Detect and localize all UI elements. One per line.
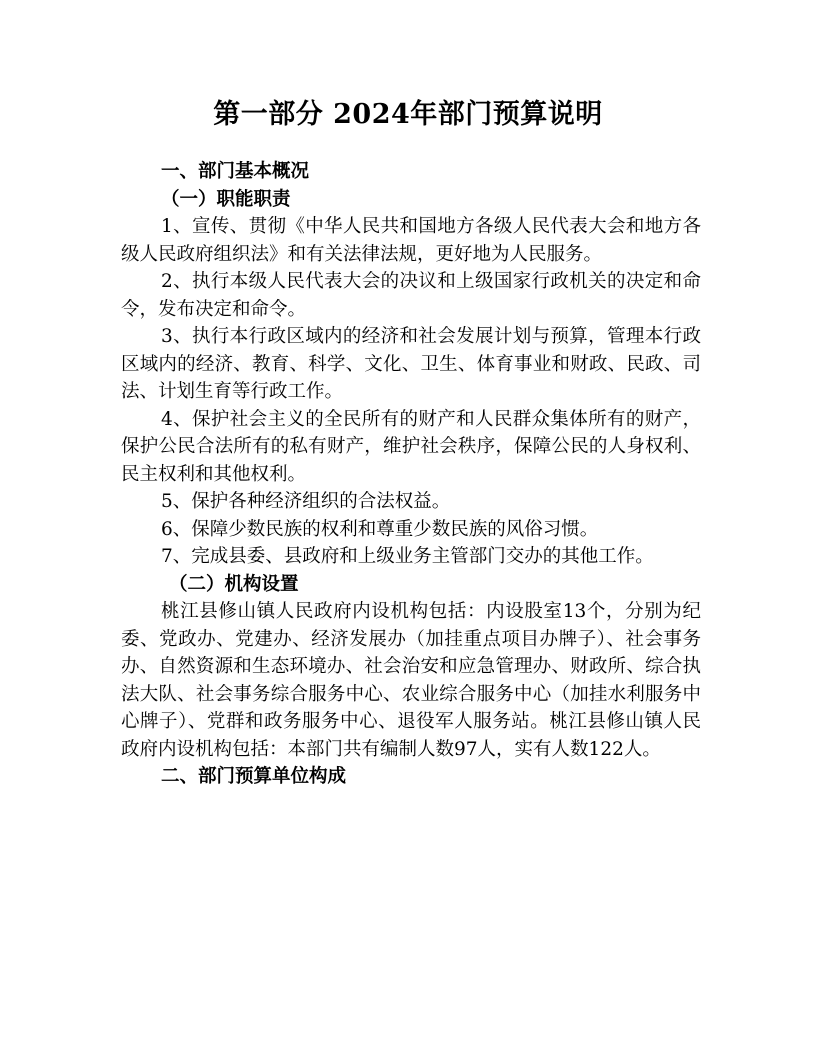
section-heading: 一、部门基本概况 <box>161 161 310 182</box>
subsection-heading: （一）职能职责 <box>161 188 291 210</box>
duty-item: 3、执行本行政区域内的经济和社会发展计划与预算，管理本行政区域内的经济、教育、科学、文化、卫生、体育事业和财政、民政、司法、计划生育等行政工作。 <box>121 326 701 402</box>
duty-item: 6、保障少数民族的权利和尊重少数民族的风俗习惯。 <box>161 518 599 540</box>
duty-item: 5、保护各种经济组织的合法权益。 <box>161 491 451 512</box>
page-title: 第一部分 2024年部门预算说明 <box>213 99 603 130</box>
subsection-heading: （二）机构设置 <box>169 573 299 595</box>
section-heading: 二、部门预算单位构成 <box>161 766 347 787</box>
document-body <box>121 158 701 791</box>
organization-paragraph: 桃江县修山镇人民政府内设机构包括：内设股室13个，分别为纪委、党政办、党建办、经济发展办（加挂重点项目办牌子）、社会事务办、自然资源和生态环境办、社会治安和应急管理办、财政所、综合执法大队、社会事务综合服务中心、农业综合服务中心（加挂水利服务中心牌子）、党群和政务服务中心、退役军人服务站。桃江县修山镇人民政府内设机构包括：本部门共有编制人数97人，实有人数122人。 <box>121 601 701 760</box>
duty-item: 7、完成县委、县政府和上级业务主管部门交办的其他工作。 <box>161 546 654 567</box>
duty-item: 1、宣传、贯彻《中华人民共和国地方各级人民代表大会和地方各级人民政府组织法》和有关法律法规，更好地为人民服务。 <box>121 216 701 265</box>
duty-item: 4、保护社会主义的全民所有的财产和人民群众集体所有的财产，保护公民合法所有的私有财产，维护社会秩序，保障公民的人身权利、民主权利和其他权利。 <box>121 408 701 485</box>
duty-item: 2、执行本级人民代表大会的决议和上级国家行政机关的决定和命令，发布决定和命令。 <box>121 271 701 320</box>
